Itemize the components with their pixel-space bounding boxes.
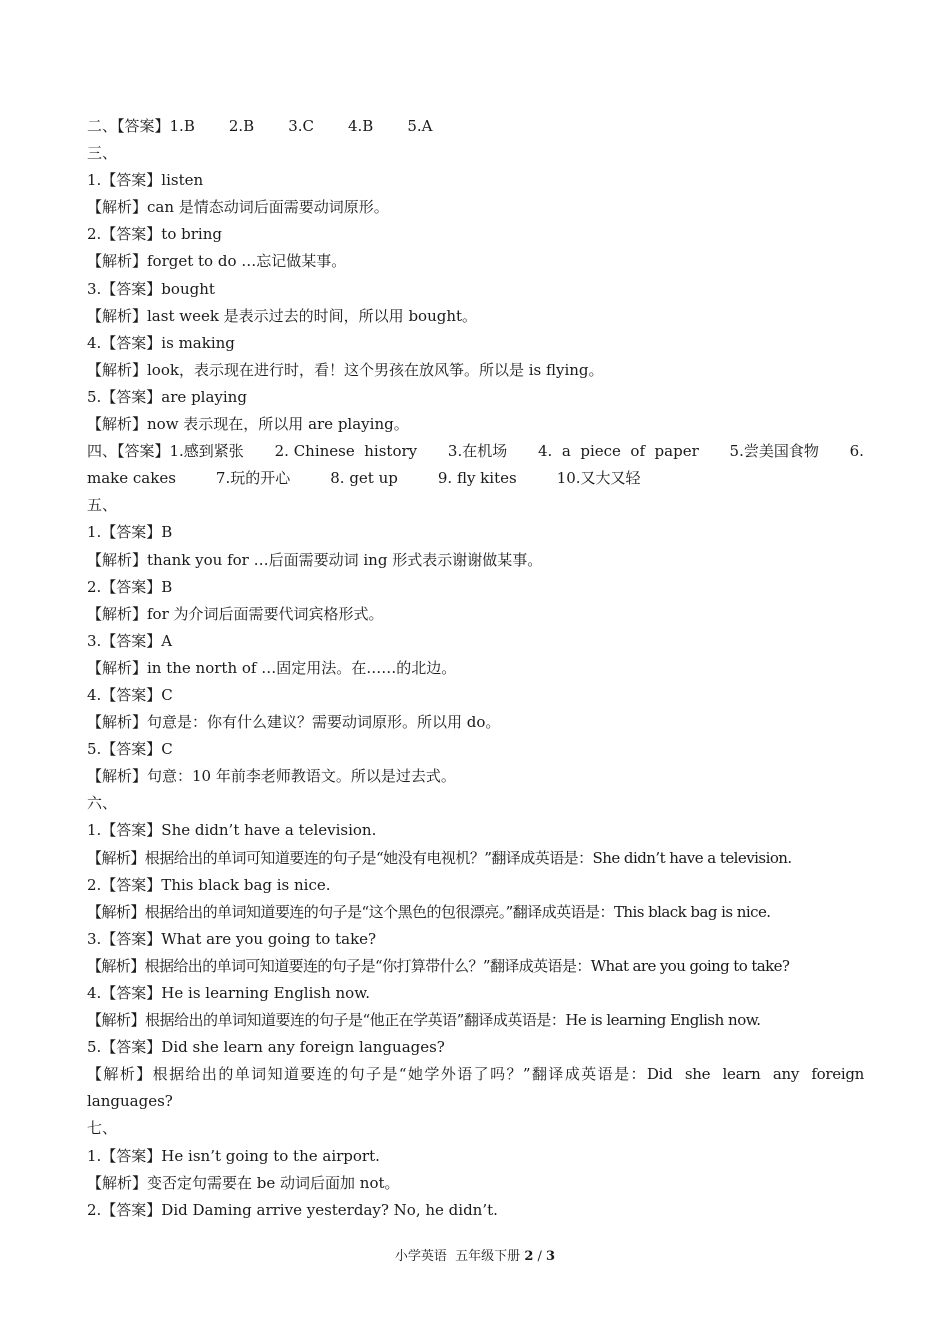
analysis-line: 【解析】根据给出的单词可知道要连的句子是“她没有电视机？”翻译成英语是：She didn’t have a television. [87,848,792,867]
section-5-title: 五、 [87,496,118,515]
analysis-continuation: languages? [87,1092,173,1111]
answer-item: 2.B [228,117,255,135]
answer-item: 10.又大又轻 [556,469,641,488]
analysis-line: 【解析】变否定句需要在 be 动词后面加 not。 [87,1173,400,1192]
answer-line: 5.【答案】C [87,740,173,759]
answer-line: 4.【答案】is making [87,333,235,352]
analysis-line: 【解析】for 为介词后面需要代词宾格形式。 [87,604,384,623]
answer-line: 5.【答案】are playing [87,387,247,406]
analysis-line: 【解析】thank you for …后面需要动词 ing 形式表示谢谢做某事。 [87,550,543,569]
analysis-line: 【解析】根据给出的单词知道要连的句子是“她学外语了吗？”翻译成英语是：Did she learn any foreign [87,1065,864,1084]
answer-item: 3.C [288,117,314,135]
answer-line: 4.【答案】He is learning English now. [87,984,371,1002]
answer-line: 4.【答案】C [87,685,173,704]
analysis-line: 【解析】can 是情态动词后面需要动词原形。 [87,198,389,217]
analysis-line: 【解析】look，表示现在进行时，看！这个男孩在放风筝。所以是 is flying。 [87,360,604,379]
analysis-line: 【解析】根据给出的单词知道要连的句子是“这个黑色的包很漂亮。”翻译成英语是：This black bag is nice. [87,902,771,921]
answer-item: 四、【答案】1.感到紧张 [87,442,244,461]
section-3-title: 三、 [87,144,118,163]
answer-item: 5.A [407,117,433,135]
analysis-line: 【解析】forget to do …忘记做某事。 [87,252,347,271]
answer-item: 3.在机场 [447,442,508,461]
section-6-title: 六、 [87,794,118,813]
answer-item: 9. fly kites [437,469,517,488]
section-4-line-1 [87,438,864,465]
answer-line: 2.【答案】to bring [87,225,222,244]
answer-item: 4. a piece of paper [538,442,699,461]
answer-line: 2.【答案】This black bag is nice. [87,875,331,894]
answer-item: 6. [849,442,864,461]
analysis-line: 【解析】根据给出的单词知道要连的句子是“他正在学英语”翻译成英语是：He is learning English now. [87,1011,761,1030]
answer-item: 2. Chinese history [274,442,418,461]
answer-line: 3.【答案】bought [87,279,215,298]
answer-line: 1.【答案】She didn’t have a television. [87,821,377,840]
page-separator: / [533,1249,547,1264]
answer-item: 8. get up [330,469,398,488]
answer-content [87,113,864,1224]
answer-line: 5.【答案】Did she learn any foreign languages? [87,1038,445,1057]
section-2-label: 二、【答案】 [87,117,170,135]
answer-item: 5.尝美国食物 [729,442,819,461]
section-2-answers [87,113,864,140]
answer-item: make cakes [87,469,176,488]
page-total: 3 [546,1249,556,1264]
answer-item: 1.B [169,117,195,135]
analysis-line: 【解析】句意是：你有什么建议？需要动词原形。所以用 do。 [87,713,501,732]
answer-line: 3.【答案】What are you going to take? [87,929,377,948]
analysis-line: 【解析】句意：10 年前李老师教语文。所以是过去式。 [87,767,456,786]
analysis-line: 【解析】now 表示现在，所以用 are playing。 [87,415,409,434]
section-4-line-2 [87,465,864,492]
answer-line: 2.【答案】Did Daming arrive yesterday? No, he didn’t. [87,1200,498,1219]
answer-line: 2.【答案】B [87,577,173,596]
answer-line: 1.【答案】He isn’t going to the airport. [87,1146,380,1165]
answer-item: 7.玩的开心 [215,469,291,488]
page-number: 2 [524,1249,534,1264]
answer-item: 4.B [348,117,374,135]
analysis-line: 【解析】in the north of …固定用法。在……的北边。 [87,658,457,677]
analysis-line: 【解析】根据给出的单词可知道要连的句子是“你打算带什么？”翻译成英语是：What are you going to take? [87,956,790,975]
footer-title: 小学英语 五年级下册 [394,1249,525,1264]
answer-line: 3.【答案】A [87,631,173,650]
answer-line: 1.【答案】B [87,523,173,542]
page-footer [0,1245,950,1264]
answer-line: 1.【答案】listen [87,171,204,190]
analysis-line: 【解析】last week 是表示过去的时间，所以用 bought。 [87,306,478,325]
section-7-title: 七、 [87,1119,118,1138]
